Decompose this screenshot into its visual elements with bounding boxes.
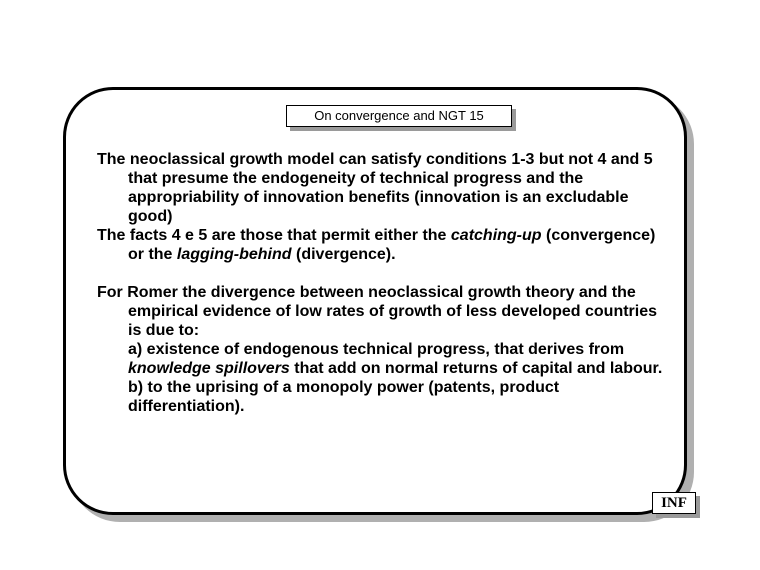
inf-logo: INF bbox=[652, 492, 696, 514]
list-item-b: b) to the uprising of a monopoly power (patents, product differentiation). bbox=[128, 379, 560, 415]
lagging-behind-term: lagging-behind bbox=[176, 246, 292, 263]
knowledge-spillovers-term: knowledge spillovers bbox=[128, 360, 290, 377]
paragraph-gap bbox=[97, 264, 667, 283]
item-a-text-2: that add on normal returns of capital and labour. bbox=[289, 360, 663, 377]
slide-body bbox=[97, 150, 667, 416]
slide-title: On convergence and NGT 15 bbox=[286, 105, 512, 127]
facts-text-3: (divergence). bbox=[291, 246, 396, 263]
paragraph-romer: For Romer the divergence between neoclassical growth theory and the empirical evidence of low rates of growth of less developed countries is due to: bbox=[97, 284, 658, 339]
paragraph-facts bbox=[97, 226, 667, 264]
paragraph-neoclassical: The neoclassical growth model can satisfy conditions 1-3 but not 4 and 5 that presume the endogeneity of technical progress and the appropriability of innovation benefits (innovation is an excludable good) bbox=[97, 151, 653, 225]
catching-up-term: catching-up bbox=[450, 227, 542, 244]
item-a-text-1: a) existence of endogenous technical progress, that derives from bbox=[128, 341, 625, 358]
list-item-a bbox=[97, 340, 667, 378]
facts-text-2: (convergence) or the bbox=[128, 227, 656, 263]
facts-text-1: The facts 4 e 5 are those that permit either the bbox=[97, 227, 451, 244]
